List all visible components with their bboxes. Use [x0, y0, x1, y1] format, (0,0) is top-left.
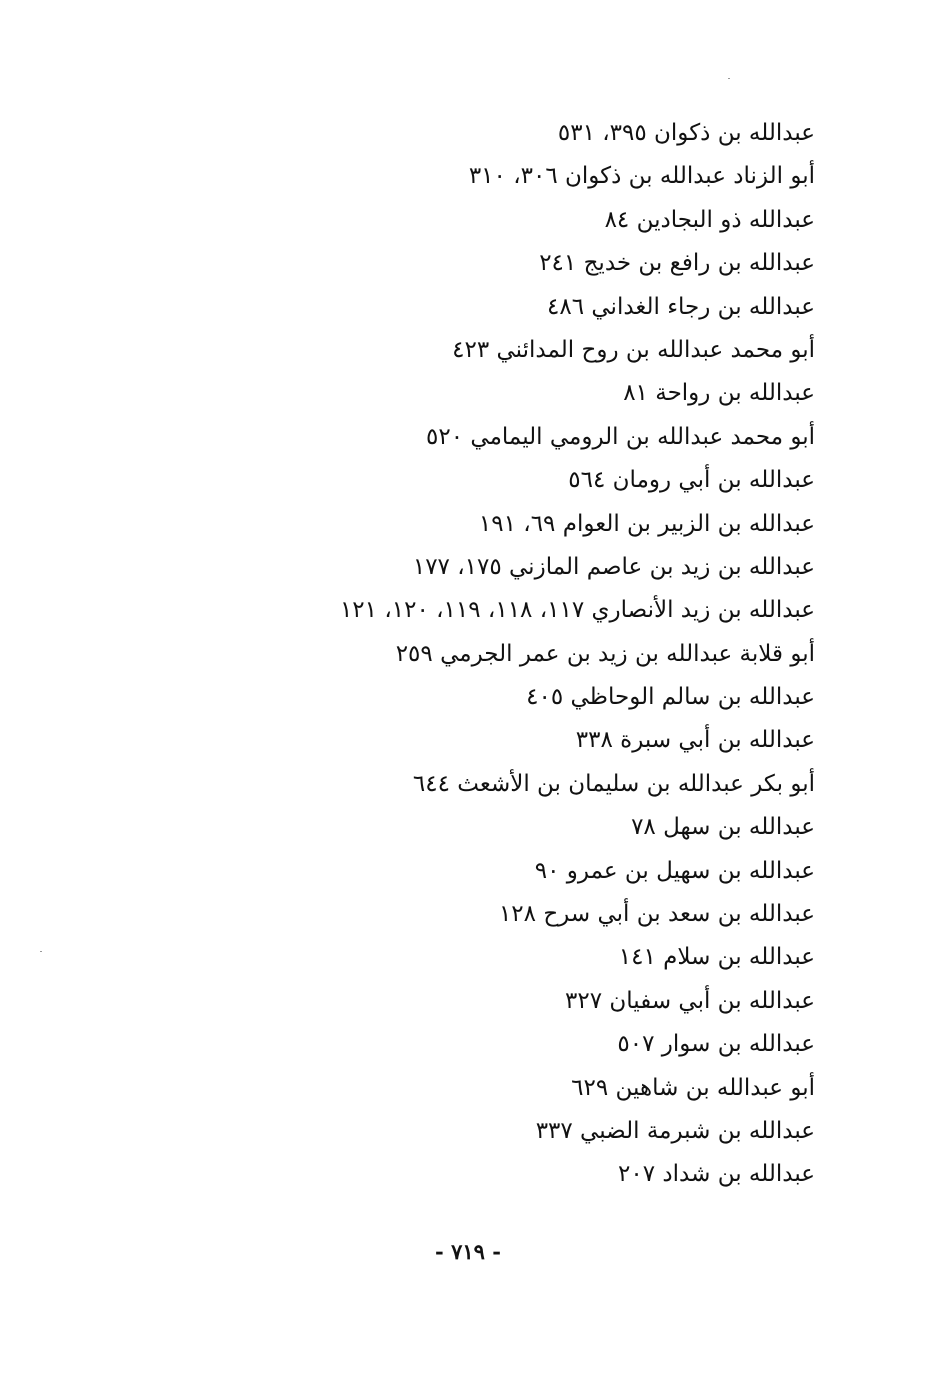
- index-entry: عبدالله بن شداد ٢٠٧: [618, 1161, 815, 1188]
- index-entry: أبو محمد عبدالله بن الرومي اليمامي ٥٢٠: [426, 423, 815, 450]
- index-entry: عبدالله بن زيد بن عاصم المازني ١٧٥، ١٧٧: [412, 553, 815, 580]
- index-entry: عبدالله بن الزبير بن العوام ٦٩، ١٩١: [478, 510, 815, 537]
- index-entry: عبدالله بن أبي سبرة ٣٣٨: [575, 727, 815, 754]
- index-entry: عبدالله بن شبرمة الضبي ٣٣٧: [535, 1117, 815, 1144]
- index-entry: عبدالله ذو البجادين ٨٤: [604, 206, 815, 233]
- index-entry: عبدالله بن رافع بن خديج ٢٤١: [539, 250, 815, 277]
- scan-speck: [728, 78, 730, 79]
- index-entry: عبدالله بن ذكوان ٣٩٥، ٥٣١: [557, 120, 815, 146]
- index-entry: عبدالله بن سوار ٥٠٧: [617, 1031, 815, 1058]
- page-number: - ٧١٩ -: [435, 1239, 501, 1264]
- index-entry: عبدالله بن سهيل بن عمرو ٩٠: [534, 857, 815, 884]
- index-entry: أبو قلابة عبدالله بن زيد بن عمر الجرمي ٢٥٩: [395, 640, 815, 667]
- index-entry: عبدالله بن رواحة ٨١: [623, 380, 815, 407]
- index-entry: عبدالله بن سالم الوحاظي ٤٠٥: [526, 684, 815, 711]
- scan-speck: [40, 951, 42, 952]
- index-entry: أبو محمد عبدالله بن روح المدائني ٤٢٣: [452, 336, 815, 363]
- index-entry: أبو الزناد عبدالله بن ذكوان ٣٠٦، ٣١٠: [468, 163, 815, 190]
- index-entry: عبدالله بن أبي رومان ٥٦٤: [568, 467, 815, 494]
- index-entry: عبدالله بن زيد الأنصاري ١١٧، ١١٨، ١١٩، ١٢٠، ١٢١: [339, 597, 815, 624]
- index-entry: عبدالله بن سلام ١٤١: [618, 944, 815, 971]
- index-entry: عبدالله بن رجاء الغداني ٤٨٦: [547, 293, 815, 320]
- index-entry: عبدالله بن أبي سفيان ٣٢٧: [564, 987, 815, 1014]
- index-entry: عبدالله بن سهل ٧٨: [631, 814, 815, 841]
- index-entry: أبو عبدالله بن شاهين ٦٢٩: [571, 1074, 815, 1101]
- index-entry: عبدالله بن سعد بن أبي سرح ١٢٨: [498, 901, 815, 928]
- index-entries-list: [115, 112, 815, 1197]
- index-entry: أبو بكر عبدالله بن سليمان بن الأشعث ٦٤٤: [412, 770, 815, 797]
